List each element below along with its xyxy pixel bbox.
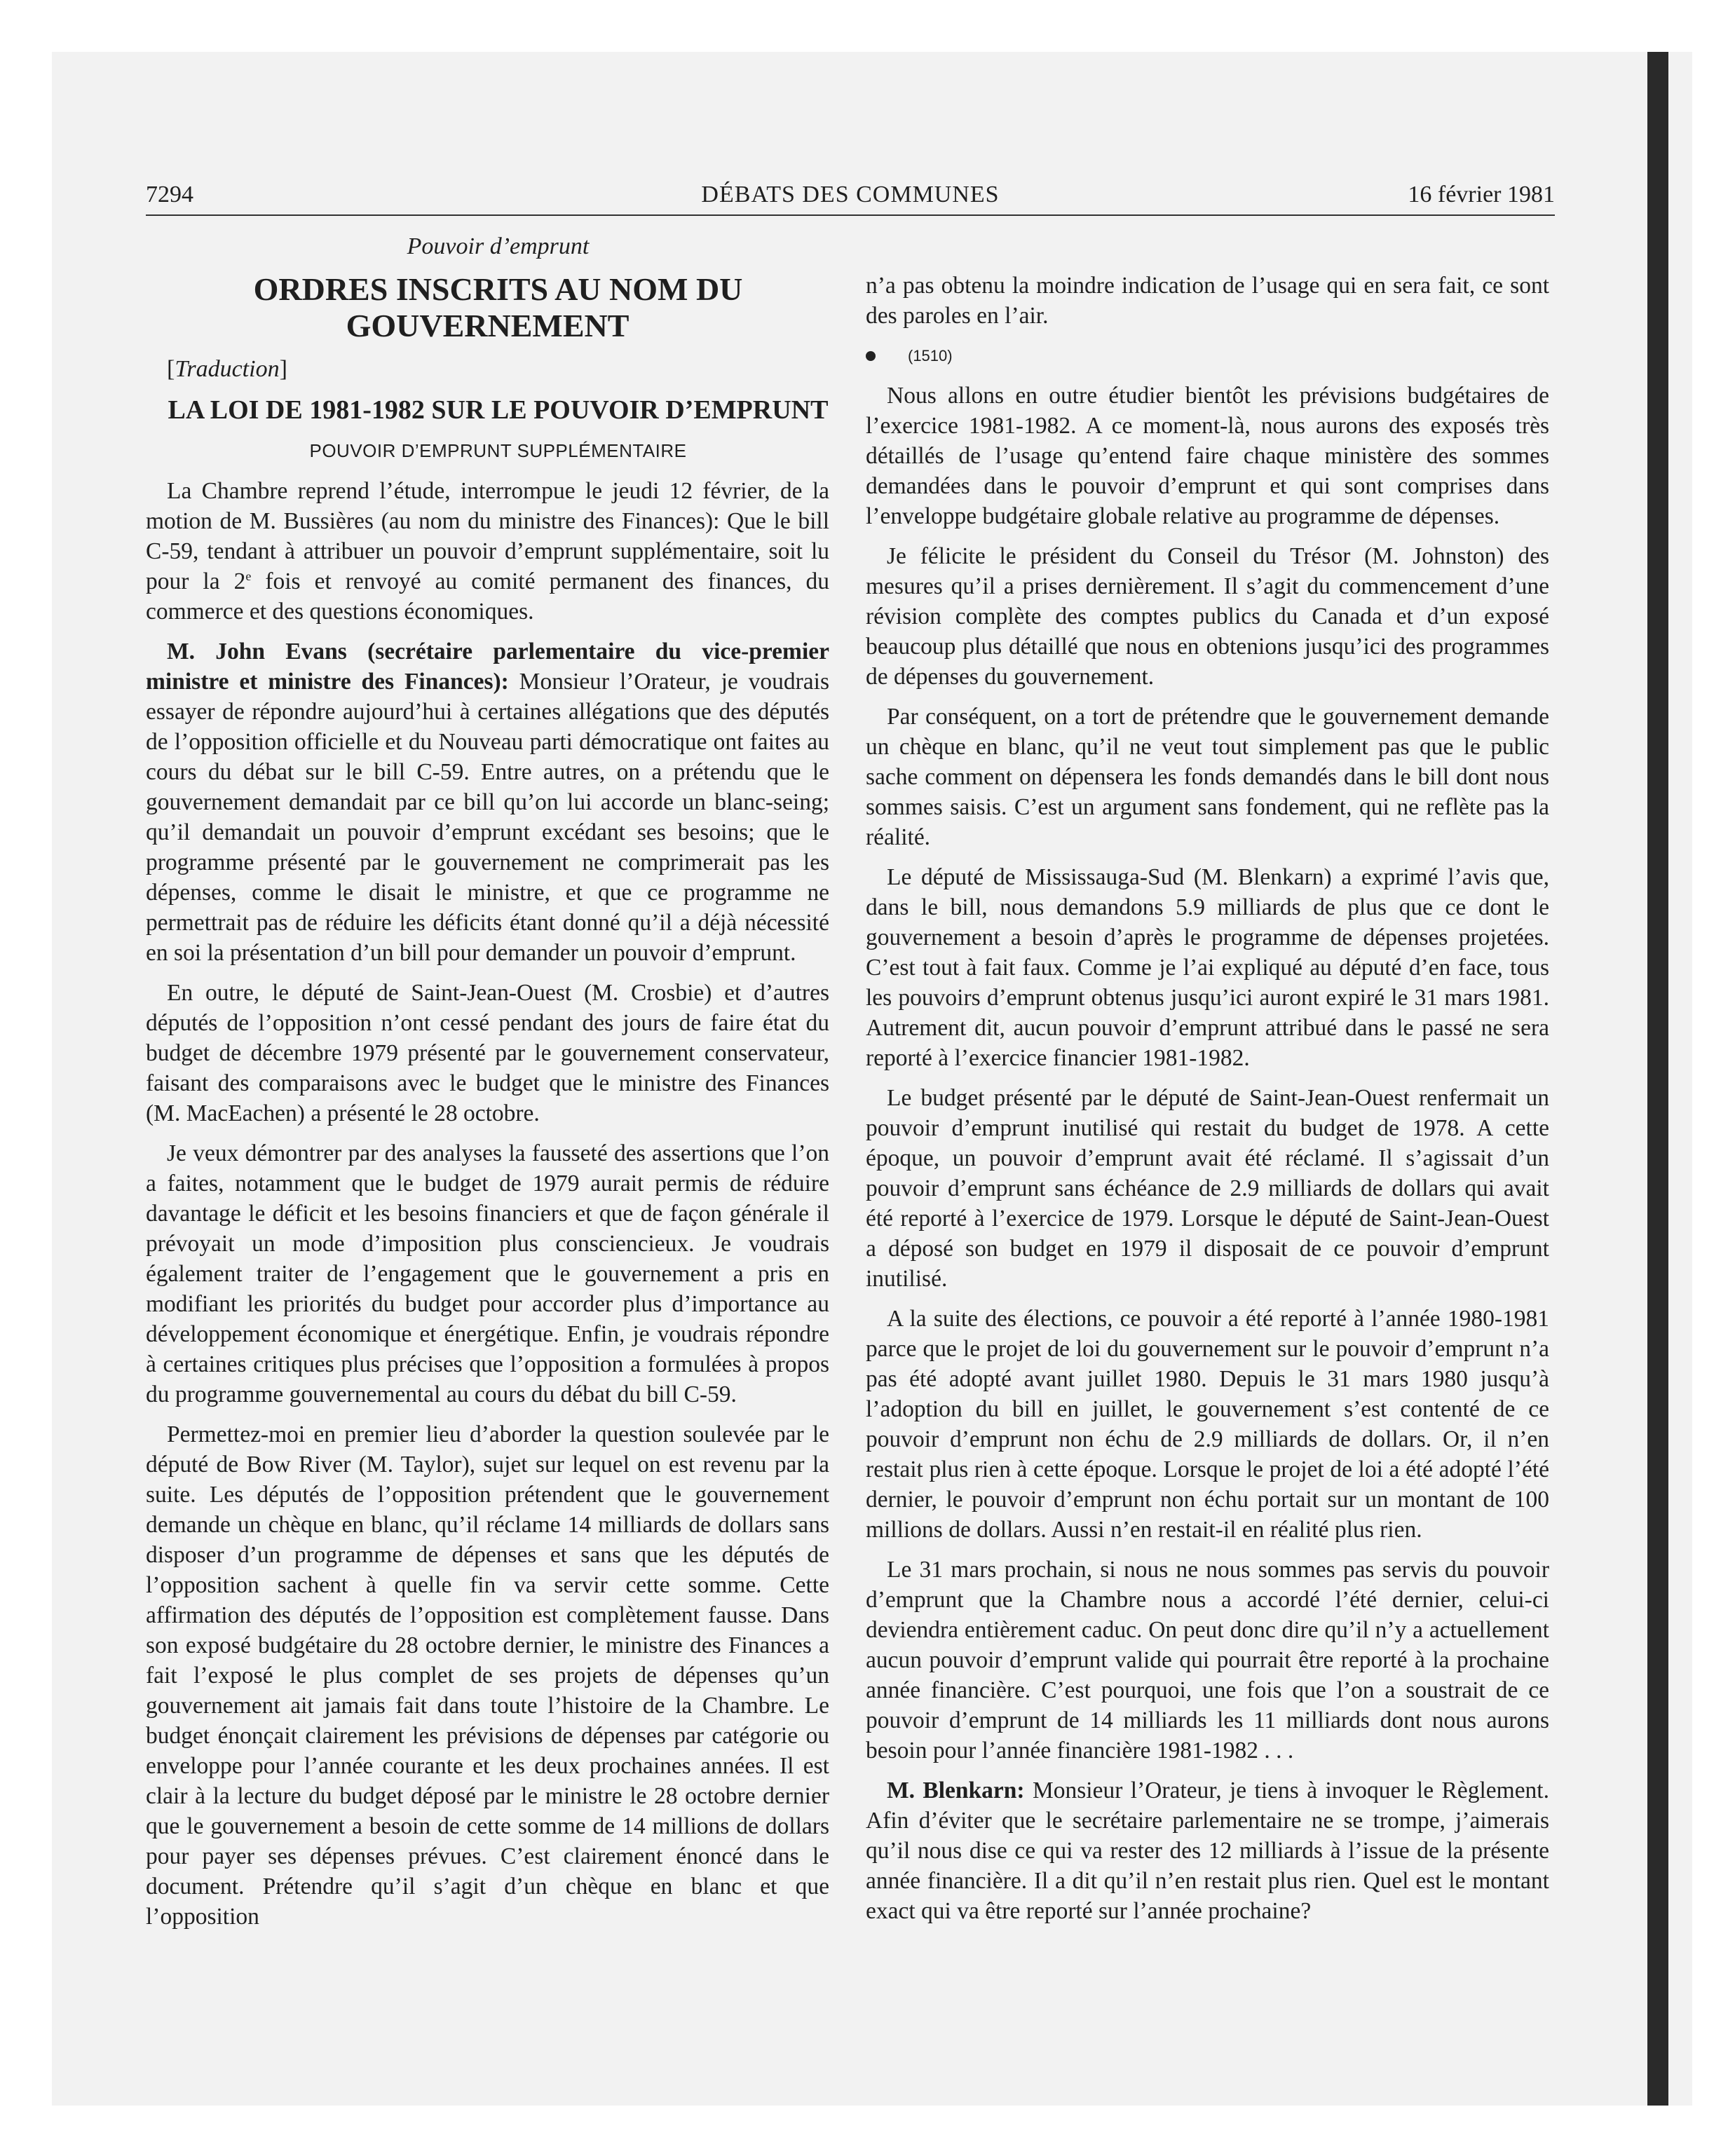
paragraph: A la suite des élections, ce pouvoir a été reporté à l’année 1980-1981 parce que le projet de loi du gouvernement sur le pouvoir d’emprunt n’a pas été adopté avant juillet 1980. Depuis le 31 mars 1980 jusqu’à l’adoption du bill en juillet, le gouvernement s’est contenté de ce pouvoir d’emprunt non échu de 2.9 milliards de dollars. Or, il n’en restait plus rien à cette époque. Lorsque le projet de loi a été adopté l’été dernier, le pouvoir d’emprunt non échu portait sur un montant de 100 millions de dollars. Aussi n’en restait-il en réalité plus rien.	[866, 1306, 1549, 1543]
bracket-open: [	[167, 356, 175, 382]
right-column	[866, 271, 1549, 1936]
section-title: ORDRES INSCRITS AU NOM DU GOUVERNEMENT	[253, 271, 743, 343]
paragraph	[866, 1775, 1549, 1926]
speaker-name: M. Blenkarn:	[887, 1778, 1025, 1803]
bullet-icon	[866, 351, 876, 361]
bracket-close: ]	[279, 356, 287, 382]
paragraph-text: fois et renvoyé au comité permanent des finances, du commerce et des questions économiques.	[146, 568, 829, 625]
paragraph: Je veux démontrer par des analyses la fausseté des assertions que l’on a faites, notamment que le budget de 1979 aurait permis de réduire davantage le déficit et les besoins financiers et que de façon générale il prévoyait un mode d’imposition plus consciencieux. Je voudrais également traiter de l’engagement que le gouvernement a pris en modifiant les priorités du budget pour accorder plus d’importance au développement économique et énergétique. Enfin, je voudrais répondre à certaines critiques plus précises que l’opposition a formulées à propos du programme gouvernemental au cours du débat du bill C-59.	[146, 1140, 829, 1407]
page-date: 16 février 1981	[1408, 182, 1555, 207]
paragraph	[146, 636, 829, 968]
bill-subheading: POUVOIR D’EMPRUNT SUPPLÉMENTAIRE	[309, 440, 687, 461]
paragraph: Permettez-moi en premier lieu d’aborder la question soulevée par le député de Bow River (M. Taylor), sujet sur lequel on est revenu par la suite. Les députés de l’opposition prétendent que le gouvernement demande un chèque en blanc, qu’il réclame 14 milliards de dollars sans disposer d’un programme de dépenses et sans que les députés de l’opposition sachent à quelle fin va servir cette somme. Cette affirmation des députés de l’opposition est complètement fausse. Dans son exposé budgétaire du 28 octobre dernier, le ministre des Finances a fait l’exposé le plus complet de ses projets de dépenses qu’un gouvernement ait jamais fait dans toute l’histoire de la Chambre. Le budget énonçait clairement les prévisions de dépenses par catégorie ou enveloppe pour l’année courante et les deux prochaines années. Il est clair à la lecture du budget déposé par le ministre le 28 octobre dernier que le gouvernement a besoin de cette somme de 14 millions de dollars pour payer ses dépenses prévues. C’est clairement énoncé dans le document. Prétendre qu’il s’agit d’un chèque en blanc et que l’opposition	[146, 1421, 829, 1930]
publication-title: DÉBATS DES COMMUNES	[701, 182, 1000, 207]
speech-text: Monsieur l’Orateur, je voudrais essayer de répondre aujourd’hui à certaines allégations que des députés de l’opposition officielle et du Nouveau parti démocratique ont faites au cours du débat sur le bill C-59. Entre autres, on a prétendu que le gouvernement demandait par ce bill qu’on lui accorde un blanc-seing; qu’il demandait un pouvoir d’emprunt excédant ses besoins; que le programme présenté par le gouvernement ne comprimerait pas les dépenses, comme le disait le ministre, et que ce programme ne permettrait pas de réduire les déficits étant donné qu’il a déjà nécessité en soi la présentation d’un bill pour demander un pouvoir d’emprunt.	[146, 669, 830, 966]
paragraph: Nous allons en outre étudier bientôt les prévisions budgétaires de l’exercice 1981-1982. A ce moment-là, nous aurons des exposés très détaillés de l’usage qu’entend faire chaque ministère des sommes demandées dans le pouvoir d’emprunt et qui sont comprises dans l’enveloppe budgétaire globale relative au programme de dépenses.	[866, 383, 1549, 529]
translation-label: Traduction	[175, 356, 280, 382]
paragraph: Par conséquent, on a tort de prétendre que le gouvernement demande un chèque en blanc, qu’il ne veut tout simplement pas que le public sache comment on dépensera les fonds demandés dans le bill dont nous sommes saisis. C’est un argument sans fondement, qui ne reflète pas la réalité.	[866, 704, 1549, 850]
bill-heading: LA LOI DE 1981-1982 SUR LE POUVOIR D’EMPRUNT	[168, 395, 829, 425]
translation-note	[146, 354, 829, 384]
paragraph: Le 31 mars prochain, si nous ne nous sommes pas servis du pouvoir d’emprunt que la Chambre nous a accordé l’été dernier, celui-ci deviendra entièrement caduc. On peut donc dire qu’il n’y a actuellement aucun pouvoir d’emprunt valide qui pourrait être reporté à la prochaine année financière. C’est pourquoi, une fois que l’on a soustrait de ce pouvoir d’emprunt de 14 milliards les 11 milliards dont nous aurons besoin pour l’année financière 1981-1982 . . .	[866, 1557, 1549, 1763]
page-number: 7294	[146, 182, 193, 207]
time-stamp: (1510)	[908, 347, 953, 364]
time-marker	[866, 341, 1549, 371]
paragraph-text: La Chambre reprend l’étude, interrompue le jeudi 12 février, de la motion de M. Bussières (au nom du ministre des Finances): Que le bill C-59, tendant à attribuer un pouvoir d’emprunt supplémentaire, soit lu pour la 2	[146, 478, 829, 594]
speaker-name: M. John Evans (secrétaire parlementaire du vice-premier ministre et ministre des Finances):	[146, 639, 829, 695]
scan-edge	[1647, 52, 1668, 2106]
speech-text: Monsieur l’Orateur, je tiens à invoquer le Règlement. Afin d’éviter que le secrétaire parlementaire ne se trompe, j’aimerais qu’il nous dise ce qui va rester des 12 milliards à l’issue de la présente année financière. Il a dit qu’il n’en restait plus rien. Quel est le montant exact qui va être reporté sur l’année prochaine?	[866, 1778, 1549, 1924]
paragraph	[146, 476, 829, 627]
superscript: e	[245, 568, 252, 583]
paragraph: n’a pas obtenu la moindre indication de l’usage qui en sera fait, ce sont des paroles en l’air.	[866, 273, 1549, 329]
paragraph: En outre, le député de Saint-Jean-Ouest (M. Crosbie) et d’autres députés de l’opposition n’ont cessé pendant des jours de faire état du budget de décembre 1979 présenté par le gouvernement conservateur, faisant des comparaisons avec le budget que le ministre des Finances (M. MacEachen) a présenté le 28 octobre.	[146, 980, 829, 1126]
page-header	[146, 179, 1555, 216]
left-column	[146, 231, 829, 1942]
section-rubric: Pouvoir d’emprunt	[407, 233, 590, 259]
paragraph: Le député de Mississauga-Sud (M. Blenkarn) a exprimé l’avis que, dans le bill, nous demandons 5.9 milliards de plus que ce dont le gouvernement a besoin d’après le programme de dépenses projetées. C’est tout à fait faux. Comme je l’ai expliqué au député d’en face, tous les pouvoirs d’emprunt obtenus jusqu’ici auront expiré le 31 mars 1981. Autrement dit, aucun pouvoir d’emprunt attribué dans le passé ne sera reporté à l’exercice financier 1981-1982.	[866, 864, 1549, 1071]
paragraph: Le budget présenté par le député de Saint-Jean-Ouest renfermait un pouvoir d’emprunt inutilisé qui restait du budget de 1978. A cette époque, un pouvoir d’emprunt avait été réclamé. Il s’agissait d’un pouvoir d’emprunt sans échéance de 2.9 milliards de dollars qui avait été reporté à l’exercice de 1979. Lorsque le député de Saint-Jean-Ouest a déposé son budget en 1979 il disposait de ce pouvoir d’emprunt inutilisé.	[866, 1085, 1549, 1292]
paragraph: Je félicite le président du Conseil du Trésor (M. Johnston) des mesures qu’il a prises dernièrement. Il s’agit du commencement d’une révision complète des comptes publics du Canada et d’un exposé beaucoup plus détaillé que nous en obtenions jusqu’ici des programmes de dépenses du gouvernement.	[866, 543, 1549, 690]
